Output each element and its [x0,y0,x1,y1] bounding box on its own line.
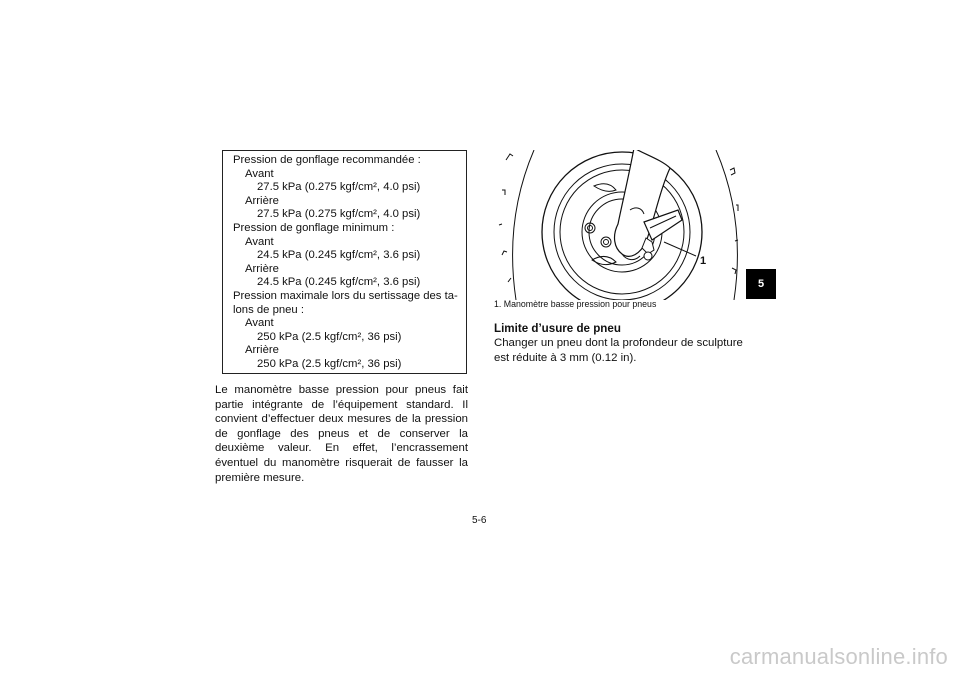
spec-line: 27.5 kPa (0.275 kgf/cm², 4.0 psi) [257,208,421,221]
spec-line: Avant [245,317,274,330]
watermark-text: carmanualsonline.info [729,644,948,669]
figure-caption: 1. Manomètre basse pression pour pneus [494,299,657,309]
figure-callout: 1 [700,255,707,267]
tire-gauge-illustration [494,150,748,300]
spec-line: 24.5 kPa (0.245 kgf/cm², 3.6 psi) [257,276,421,289]
spec-line: Arrière [245,262,279,275]
spec-line: lons de pneu : [233,303,304,316]
spec-line: 24.5 kPa (0.245 kgf/cm², 3.6 psi) [257,249,421,262]
specification-box [222,150,467,374]
spec-line: Pression maximale lors du sertissage des ta- [233,289,458,302]
spec-line: 27.5 kPa (0.275 kgf/cm², 4.0 psi) [257,181,421,194]
gauge-paragraph: Le manomètre basse pression pour pneus fait partie intégrante de l’équipement standard. Il convient d’effectuer deux mesures de la pression de gonflage des pneus et de conserver la deuxième valeur. En effet, l’encrassement éventuel du manomètre risquerait de fausser la première mesure. [215,384,468,484]
spec-line: Arrière [245,194,279,207]
section-body: Changer un pneu dont la profondeur de sculpture est réduite à 3 mm (0.12 in). [494,337,743,364]
spec-line: Arrière [245,344,279,357]
spec-line: Pression de gonflage recommandée : [233,154,421,166]
spec-line: Pression de gonflage minimum : [233,221,395,234]
chapter-tab: 5 [746,269,776,299]
spec-line: 250 kPa (2.5 kgf/cm², 36 psi) [257,330,402,343]
spec-line: Avant [245,167,274,180]
section-heading: Limite d’usure de pneu [494,322,621,335]
spec-line: Avant [245,235,274,248]
spec-line: 250 kPa (2.5 kgf/cm², 36 psi) [257,357,402,370]
page-number: 5-6 [472,515,487,526]
